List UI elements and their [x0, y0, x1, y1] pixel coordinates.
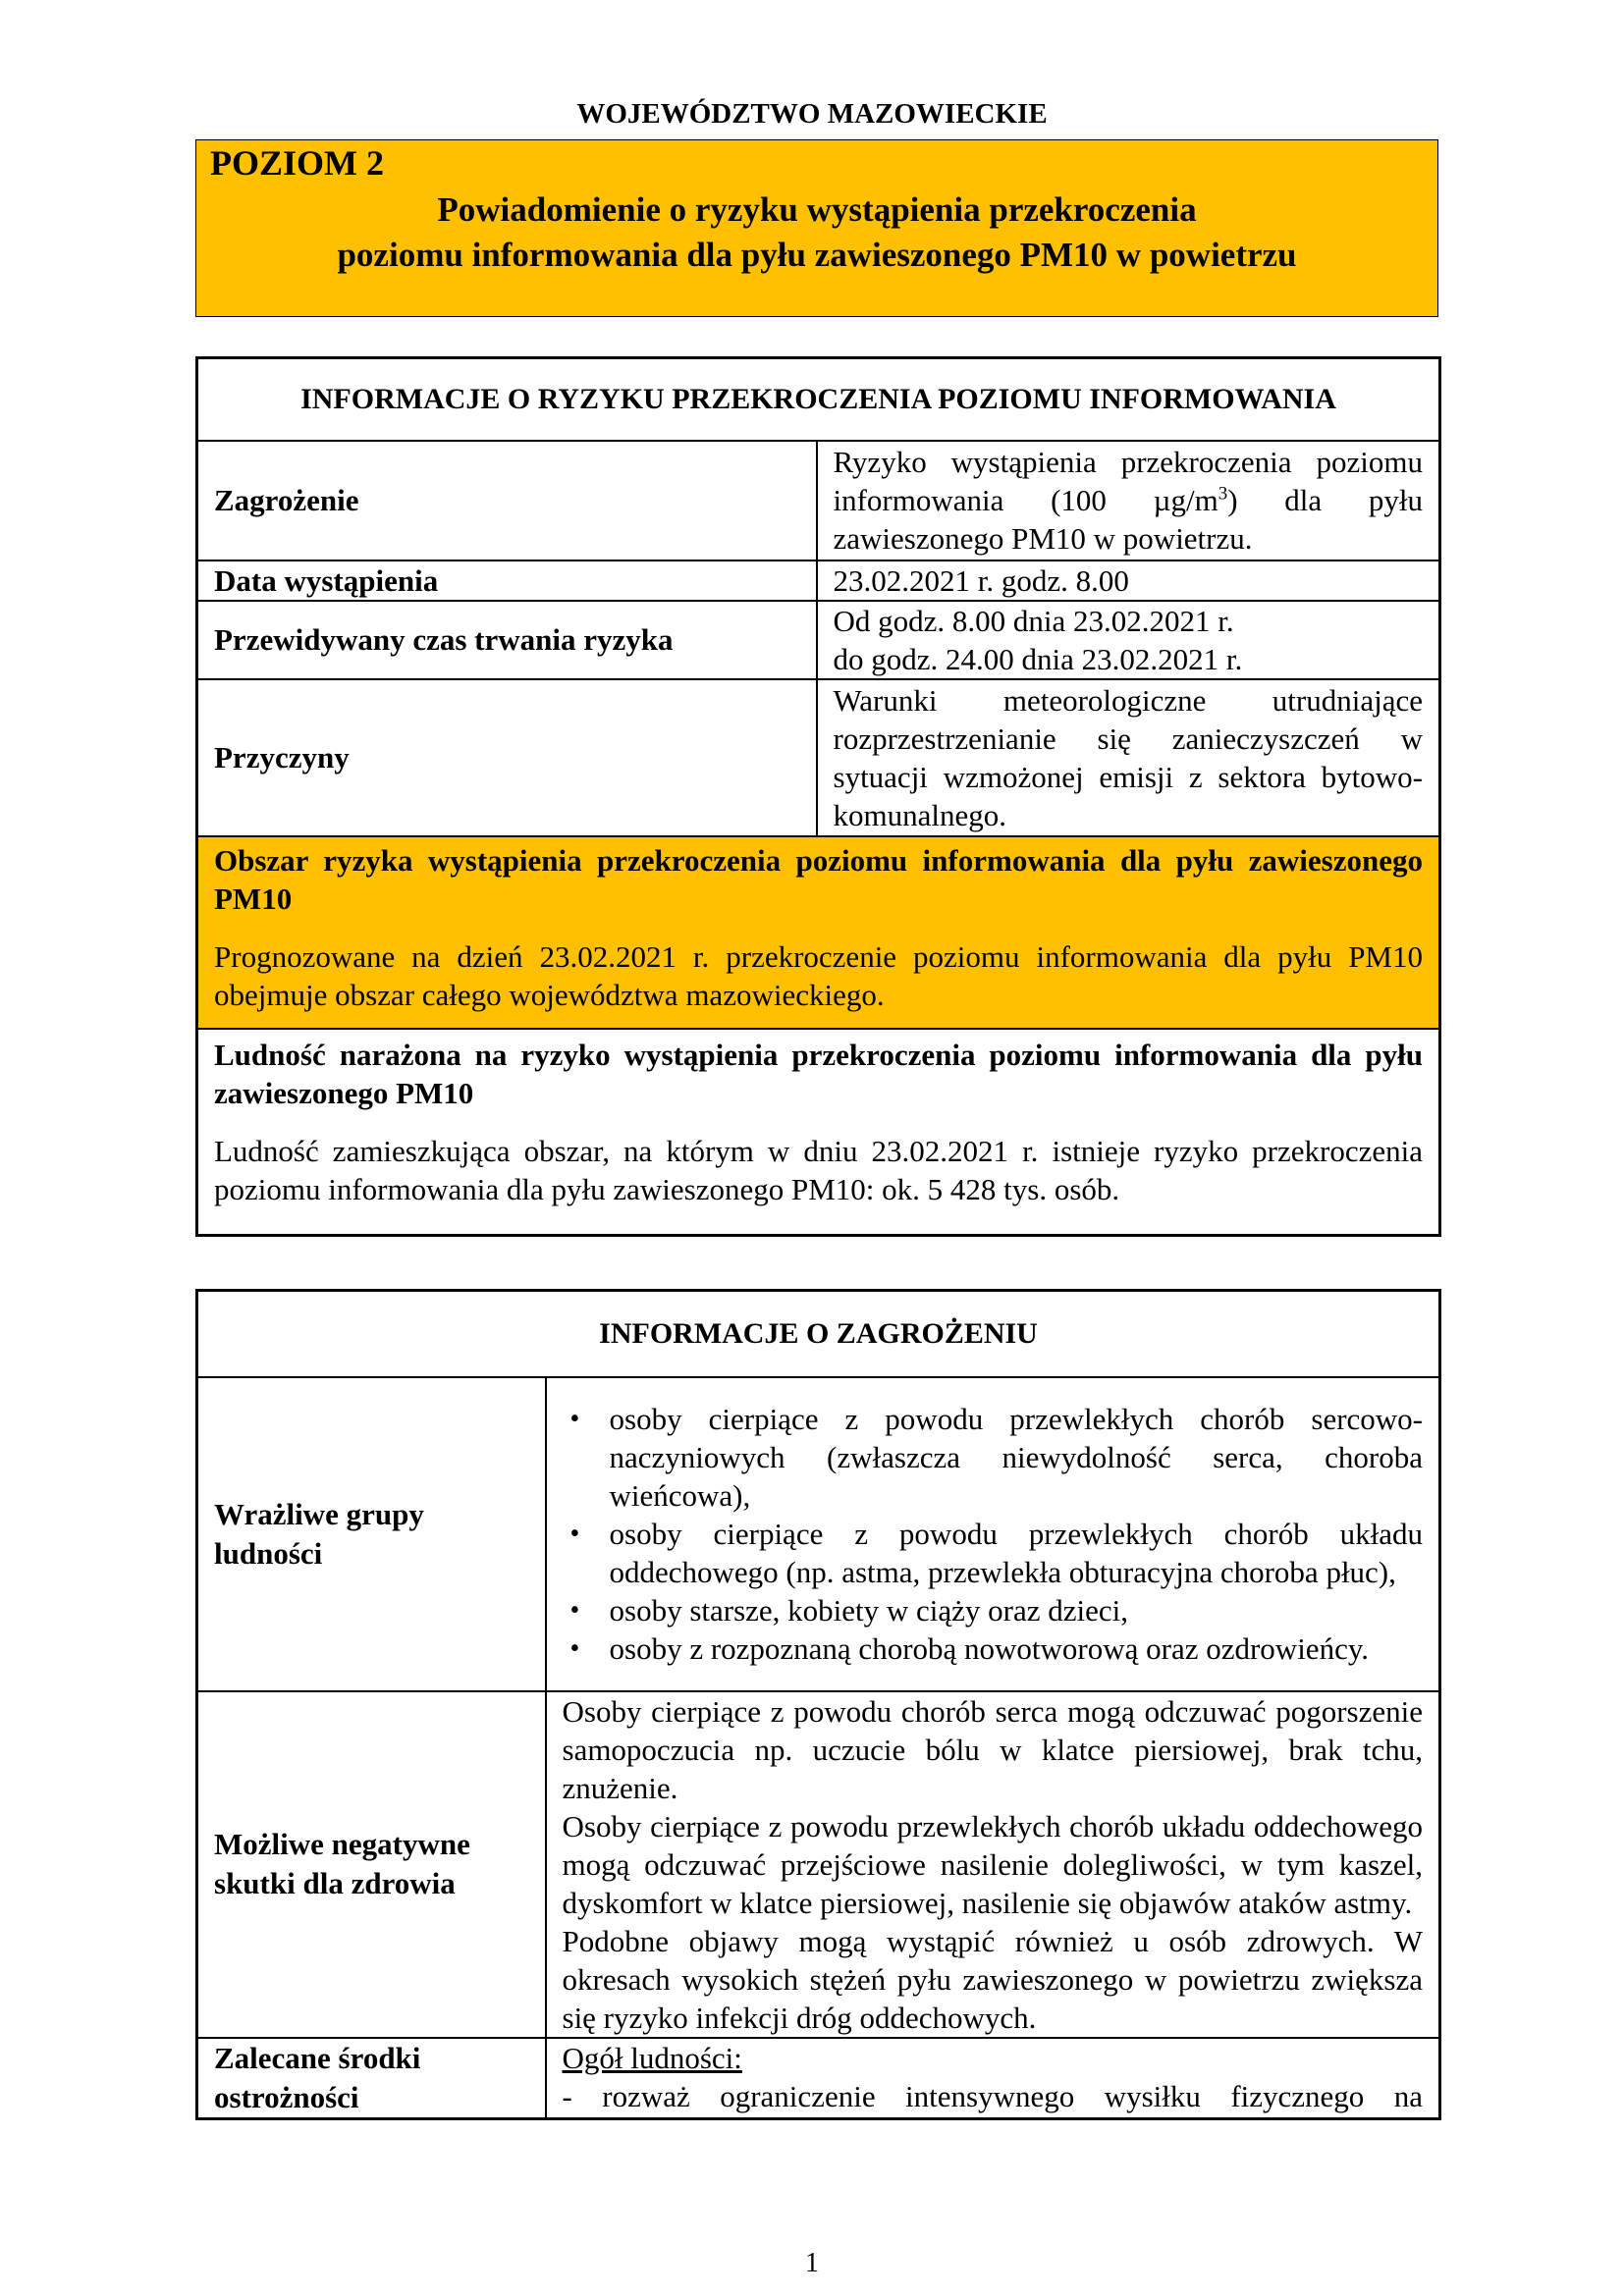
threat-table-heading: INFORMACJE O ZAGROŻENIU	[197, 1291, 1440, 1377]
duration-value: Od godz. 8.00 dnia 23.02.2021 r. do godz. 24.00 dnia 23.02.2021 r.	[817, 601, 1440, 679]
risk-table-heading: INFORMACJE O RYZYKU PRZEKROCZENIA POZIOMU INFORMOWANIA	[197, 358, 1440, 441]
list-item: • osoby cierpiące z powodu przewlekłych chorób układu oddechowego (np. astma, przewlekła obturacyjna choroba płuc),	[610, 1515, 1424, 1591]
health-effects-text: Osoby cierpiące z powodu chorób serca mogą odczuwać pogorszenie samopoczucia np. uczucie bólu w klatce piersiowej, brak tchu, znużenie. Osoby cierpiące z powodu przewlekłych chorób układu oddechowego mogą odczuwać przejściowe nasilenie dolegliwości, w tym kaszel, dyskomfort w klatce piersiowej, nasilenie się objawów ataków astmy. Podobne objawy mogą wystąpić również u osób zdrowych. W okresach wysokich stężeń pyłu zawieszonego w powietrzu zwiększa się ryzyko infekcji dróg oddechowych.	[546, 1691, 1440, 2038]
date-label: Data wystąpienia	[197, 561, 817, 601]
precautions-first-line: - rozważ ograniczenie intensywnego wysiłku fizycznego na	[562, 2078, 1424, 2113]
sensitive-groups-label: Wrażliwe grupy ludności	[197, 1377, 546, 1691]
population-section	[197, 1029, 1440, 1236]
risk-area-heading: Obszar ryzyka wystąpienia przekroczenia poziomu informowania dla pyłu zawieszonego PM10	[214, 842, 1423, 916]
causes-label: Przyczyny	[197, 679, 817, 836]
list-item: • osoby z rozpoznaną chorobą nowotworową oraz ozdrowieńcy.	[610, 1629, 1424, 1668]
threat-label: Zagrożenie	[197, 441, 817, 561]
region-title: WOJEWÓDZTWO MAZOWIECKIE	[576, 98, 1048, 130]
notice-title	[196, 187, 1437, 278]
duration-label: Przewidywany czas trwania ryzyka	[197, 601, 817, 679]
list-item: • osoby cierpiące z powodu przewlekłych chorób sercowo-naczyniowych (zwłaszcza niewydolność serca, choroba wieńcowa),	[610, 1400, 1424, 1515]
notice-title-line1: Powiadomienie o ryzyku wystąpienia przekroczenia	[437, 190, 1197, 229]
date-value: 23.02.2021 r. godz. 8.00	[817, 561, 1440, 601]
threat-info-table	[195, 1289, 1441, 2120]
level-banner	[195, 139, 1438, 317]
level-label: POZIOM 2	[210, 143, 384, 183]
population-text: Ludność zamieszkująca obszar, na którym w dniu 23.02.2021 r. istnieje ryzyko przekroczenia poziomu informowania dla pyłu zawieszonego PM10: ok. 5 428 tys. osób.	[214, 1133, 1423, 1206]
risk-info-table	[195, 356, 1441, 1237]
threat-value: Ryzyko wystąpienia przekroczenia poziomu informowania (100 $\mu g/m^3$) dla pyłu zawieszonego PM10 w powietrzu.	[817, 441, 1440, 561]
precautions-subheading: Ogół ludności:	[562, 2040, 742, 2075]
risk-area-text: Prognozowane na dzień 23.02.2021 r. przekroczenie poziomu informowania dla pyłu PM10 obejmuje obszar całego województwa mazowieckiego.	[214, 938, 1423, 1012]
population-heading: Ludność narażona na ryzyko wystąpienia przekroczenia poziomu informowania dla pyłu zawieszonego PM10	[214, 1037, 1423, 1110]
precautions-text	[546, 2038, 1440, 2119]
health-effects-label: Możliwe negatywne skutki dla zdrowia	[197, 1691, 546, 2038]
notice-title-line2: poziomu informowania dla pyłu zawieszonego PM10 w powietrzu	[337, 236, 1297, 274]
page-number: 1	[805, 2248, 819, 2278]
risk-area-section	[197, 836, 1440, 1029]
list-item: • osoby starsze, kobiety w ciąży oraz dzieci,	[610, 1591, 1424, 1629]
sensitive-groups-list	[546, 1377, 1440, 1691]
causes-value: Warunki meteorologiczne utrudniające rozprzestrzenianie się zanieczyszczeń w sytuacji wzmożonej emisji z sektora bytowo-komunalnego.	[817, 679, 1440, 836]
precautions-label: Zalecane środki ostrożności	[197, 2038, 546, 2119]
